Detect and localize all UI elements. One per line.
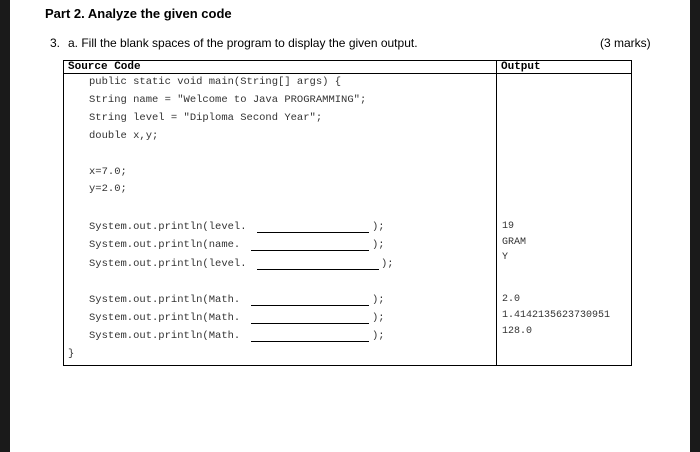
blank-6[interactable] [251,341,369,342]
source-code-header: Source Code [68,61,141,73]
code-end-1: ); [372,221,385,233]
code-end-4: ); [372,294,385,306]
code-line-level: String level = "Diploma Second Year"; [89,112,323,124]
code-print-3: System.out.println(level. [89,258,247,270]
blank-2[interactable] [251,250,369,251]
column-divider [496,60,497,366]
left-border [0,0,10,452]
code-line-main: public static void main(String[] args) { [89,76,342,88]
code-end-6: ); [372,330,385,342]
code-closing-brace: } [68,348,75,360]
output-line-6: 128.0 [502,326,533,337]
code-print-2: System.out.println(name. [89,239,241,251]
right-border [690,0,700,452]
question-text: a. Fill the blank spaces of the program to display the given output. [68,36,418,50]
code-print-5: System.out.println(Math. [89,312,241,324]
output-line-2: GRAM [502,237,527,248]
blank-5[interactable] [251,323,369,324]
code-line-y: y=2.0; [89,183,127,195]
code-print-6: System.out.println(Math. [89,330,241,342]
output-line-5: 1.4142135623730951 [502,310,611,321]
code-line-double: double x,y; [89,130,159,142]
output-line-1: 19 [502,221,515,232]
output-header: Output [501,61,541,73]
code-end-3: ); [381,258,394,270]
output-line-4: 2.0 [502,294,521,305]
code-end-5: ); [372,312,385,324]
question-marks: (3 marks) [600,36,651,50]
question-number: 3. [50,36,61,50]
code-print-1: System.out.println(level. [89,221,247,233]
output-line-3: Y [502,252,509,263]
header-divider [63,73,632,74]
blank-3[interactable] [257,269,379,270]
code-line-name: String name = "Welcome to Java PROGRAMMING"; [89,94,367,106]
part-heading: Part 2. Analyze the given code [45,6,232,21]
code-print-4: System.out.println(Math. [89,294,241,306]
blank-4[interactable] [251,305,369,306]
code-line-x: x=7.0; [89,166,127,178]
code-end-2: ); [372,239,385,251]
blank-1[interactable] [257,232,369,233]
